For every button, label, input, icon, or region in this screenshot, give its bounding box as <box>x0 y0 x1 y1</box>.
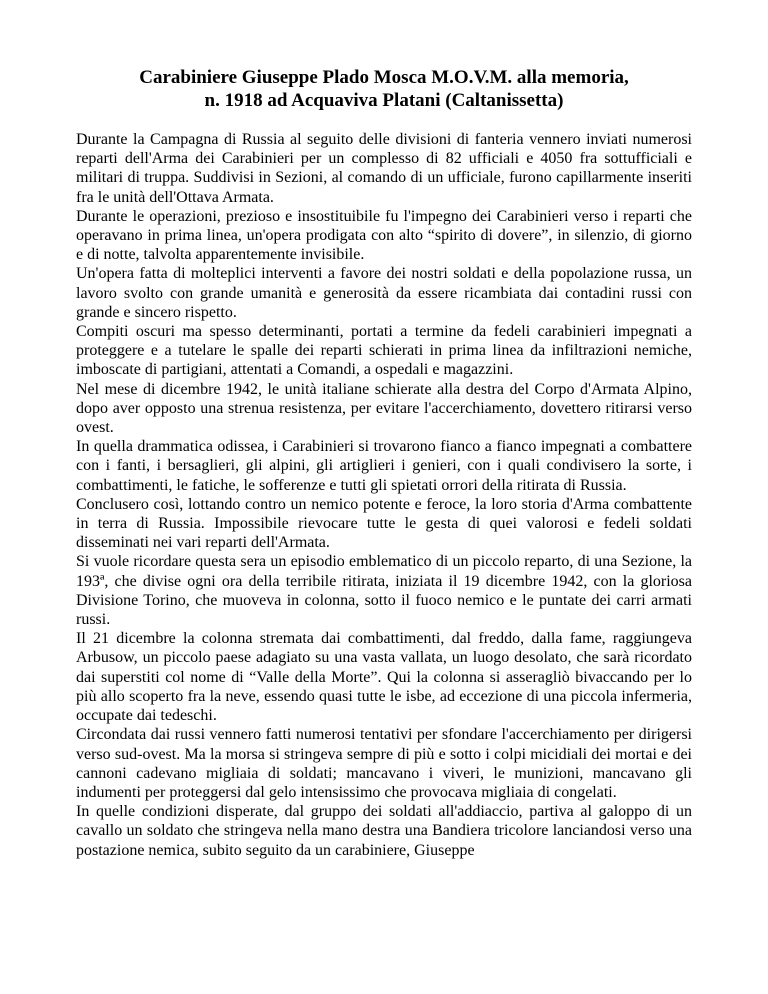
paragraph: Compiti oscuri ma spesso determinanti, portati a termine da fedeli carabinieri impegnati a proteggere e a tutelare le spalle dei reparti schierati in prima linea da infiltrazioni nemiche, imboscate di partigiani, attentati a Comandi, a ospedali e magazzini. <box>76 323 692 379</box>
title-line-2: n. 1918 ad Acquaviva Platani (Caltanissetta) <box>204 90 564 111</box>
paragraph: Nel mese di dicembre 1942, le unità italiane schierate alla destra del Corpo d'Armata Alpino, dopo aver opposto una strenua resistenza, per evitare l'accerchiamento, dovettero ritirarsi verso ovest. <box>76 380 692 437</box>
paragraph: Durante la Campagna di Russia al seguito delle divisioni di fanteria vennero inviati numerosi reparti dell'Arma dei Carabinieri per un complesso di 82 ufficiali e 4050 fra sottufficiali e militari di truppa. Suddivisi in Sezioni, al comando di un ufficiale, furono capillarmente inseriti fra le unità dell'Ottava Armata. <box>76 131 692 206</box>
document-body <box>76 130 692 860</box>
paragraph: Il 21 dicembre la colonna stremata dai combattimenti, dal freddo, dalla fame, raggiungeva Arbusow, un piccolo paese adagiato su una vasta vallata, un luogo desolato, che sarà ricordato dai superstiti col nome di “Valle della Morte”. Qui la colonna si asseragliò bivaccando per lo più allo scoperto fra la neve, essendo quasi tutte le isbe, ad eccezione di una piccola infermeria, occupate dai tedeschi. <box>76 630 692 725</box>
paragraph: Si vuole ricordare questa sera un episodio emblematico di un piccolo reparto, di una Sezione, la 193ª, che divise ogni ora della terribile ritirata, iniziata il 19 dicembre 1942, con la gloriosa Divisione Torino, che muoveva in colonna, sotto il fuoco nemico e le puntate dei carri armati russi. <box>76 553 692 629</box>
document-title <box>76 66 692 112</box>
title-line-1: Carabiniere Giuseppe Plado Mosca M.O.V.M. alla memoria, <box>139 67 629 88</box>
paragraph: Un'opera fatta di molteplici interventi a favore dei nostri soldati e della popolazione russa, un lavoro svolto con grande umanità e generosità da essere ricambiata dai contadini russi con grande e sincero rispetto. <box>76 265 692 321</box>
paragraph: Circondata dai russi vennero fatti numerosi tentativi per sfondare l'accerchiamento per dirigersi verso sud-ovest. Ma la morsa si stringeva sempre di più e sotto i colpi micidiali dei mortai e dei cannoni cadevano migliaia di soldati; mancavano i viveri, le munizioni, mancavano gli indumenti per proteggersi dal gelo intensissimo che provocava migliaia di congelati. <box>76 726 692 801</box>
paragraph: In quelle condizioni disperate, dal gruppo dei soldati all'addiaccio, partiva al galoppo di un cavallo un soldato che stringeva nella mano destra una Bandiera tricolore lanciandosi verso una postazione nemica, subito seguito da un carabiniere, Giuseppe <box>76 803 692 859</box>
paragraph: In quella drammatica odissea, i Carabinieri si trovarono fianco a fianco impegnati a combattere con i fanti, i bersaglieri, gli alpini, gli artiglieri i genieri, con i quali condivisero la sorte, i combattimenti, le fatiche, le sofferenze e tutti gli spietati orrori della ritirata di Russia. <box>76 438 692 494</box>
paragraph: Conclusero così, lottando contro un nemico potente e feroce, la loro storia d'Arma combattente in terra di Russia. Impossibile rievocare tutte le gesta di quei valorosi e fedeli soldati disseminati nei vari reparti dell'Armata. <box>76 495 692 552</box>
paragraph: Durante le operazioni, prezioso e insostituibile fu l'impegno dei Carabinieri verso i reparti che operavano in prima linea, un'opera prodigata con alto “spirito di dovere”, in silenzio, di giorno e di notte, talvolta apparentemente invisibile. <box>76 207 692 264</box>
